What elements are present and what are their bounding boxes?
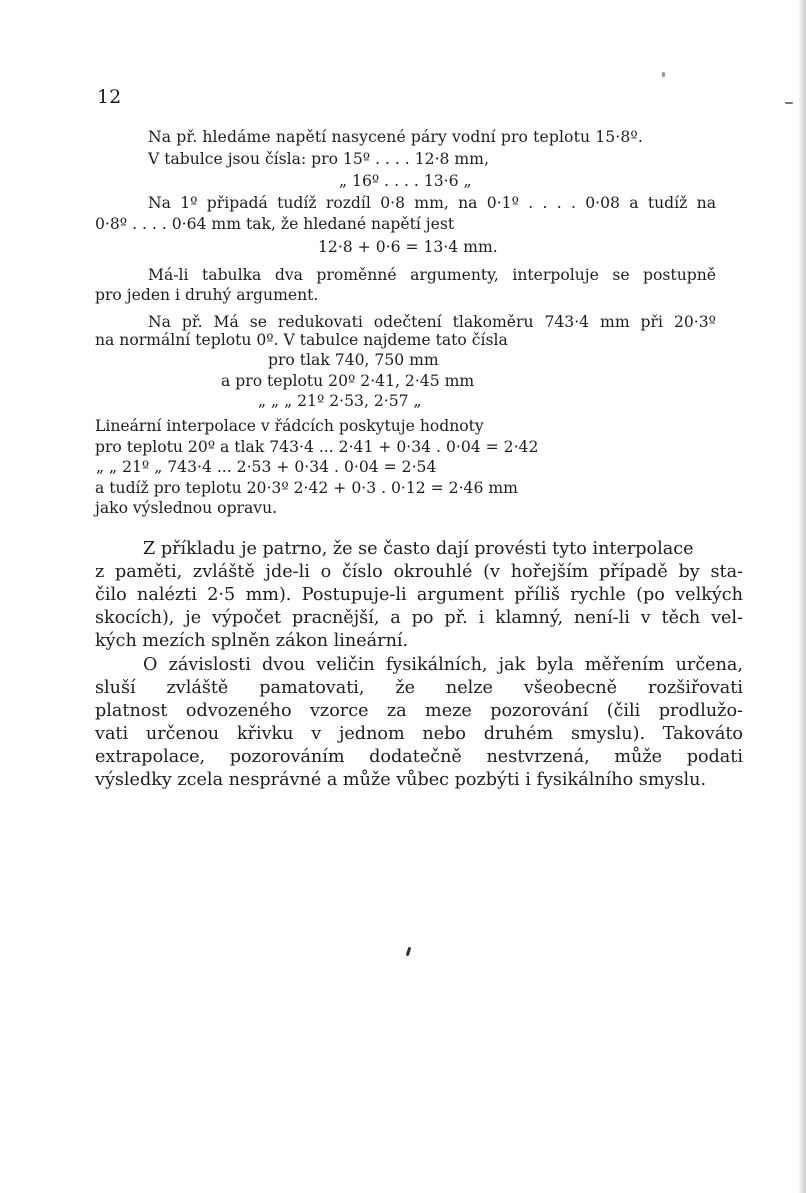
text-line: Na př. hledáme napětí nasycené páry vodní pro teplotu 15·8º.	[148, 128, 643, 146]
text-line: pro jeden i druhý argument.	[95, 286, 319, 304]
paragraph-line: skocích), je výpočet pracnější, a po př. i klamný, není-li v těch vel-	[95, 608, 743, 628]
paragraph-line: O závislosti dvou veličin fysikálních, jak byla měřením určena,	[143, 655, 743, 675]
table-line: „ „ „ 21º 2·53, 2·57 „	[258, 392, 422, 410]
page-edge-shadow	[799, 0, 806, 1193]
table-line: pro teplotu 20º a tlak 743·4 ... 2·41 + 0·34 . 0·04 = 2·42	[95, 438, 539, 456]
paragraph-line: z paměti, zvláště jde-li o číslo okrouhlé (v hořejším případě by sta-	[95, 562, 743, 582]
text-line: jako výslednou opravu.	[95, 499, 278, 517]
paragraph-line: Z příkladu je patrno, že se často dají provésti tyto interpolace	[143, 539, 694, 559]
paragraph-line: vati určenou křivku v jednom nebo druhém smyslu). Takováto	[95, 724, 743, 744]
text-line: Lineární interpolace v řádcích poskytuje hodnoty	[95, 417, 484, 435]
table-line: pro tlak 740, 750 mm	[268, 351, 439, 369]
paragraph-line: platnost odvozeného vzorce za meze pozorování (čili prodlužo-	[95, 701, 743, 721]
paragraph-line: extrapolace, pozorováním dodatečně nestvrzená, může podati	[95, 747, 743, 767]
table-line: a pro teplotu 20º 2·41, 2·45 mm	[221, 372, 475, 390]
paragraph-line: čilo nalézti 2·5 mm). Postupuje-li argument příliš rychle (po velkých	[95, 585, 743, 605]
paragraph-line: sluší zvláště pamatovati, že nelze všeobecně rozšiřovati	[95, 678, 743, 698]
text-line: na normální teplotu 0º. V tabulce najdeme tato čísla	[95, 331, 508, 349]
text-line: V tabulce jsou čísla: pro 15º . . . . 12·8 mm,	[148, 150, 489, 168]
paragraph-line: kých mezích splněn zákon lineární.	[95, 631, 409, 651]
page-number: 12	[97, 86, 122, 108]
text-line: Na př. Má se redukovati odečtení tlakoměru 743·4 mm při 20·3º	[148, 313, 716, 331]
text-line: 12·8 + 0·6 = 13·4 mm.	[318, 238, 498, 256]
text-line: Má-li tabulka dva proměnné argumenty, interpoluje se postupně	[148, 266, 716, 284]
table-line: „ „ 21º „ 743·4 ... 2·53 + 0·34 . 0·04 = 2·54	[96, 458, 437, 476]
text-line: „ 16º . . . . 13·6 „	[339, 172, 472, 190]
ink-speck	[662, 72, 665, 77]
text-line: 0·8º . . . . 0·64 mm tak, že hledané napětí jest	[95, 215, 455, 233]
ink-speck	[785, 102, 793, 104]
paragraph-line: výsledky zcela nesprávné a může vůbec pozbýti i fysikálního smyslu.	[95, 770, 707, 790]
table-line: a tudíž pro teplotu 20·3º 2·42 + 0·3 . 0·12 = 2·46 mm	[95, 479, 518, 497]
ink-speck	[406, 947, 412, 956]
text-line: Na 1º připadá tudíž rozdíl 0·8 mm, na 0·1º . . . . 0·08 a tudíž na	[148, 194, 716, 212]
